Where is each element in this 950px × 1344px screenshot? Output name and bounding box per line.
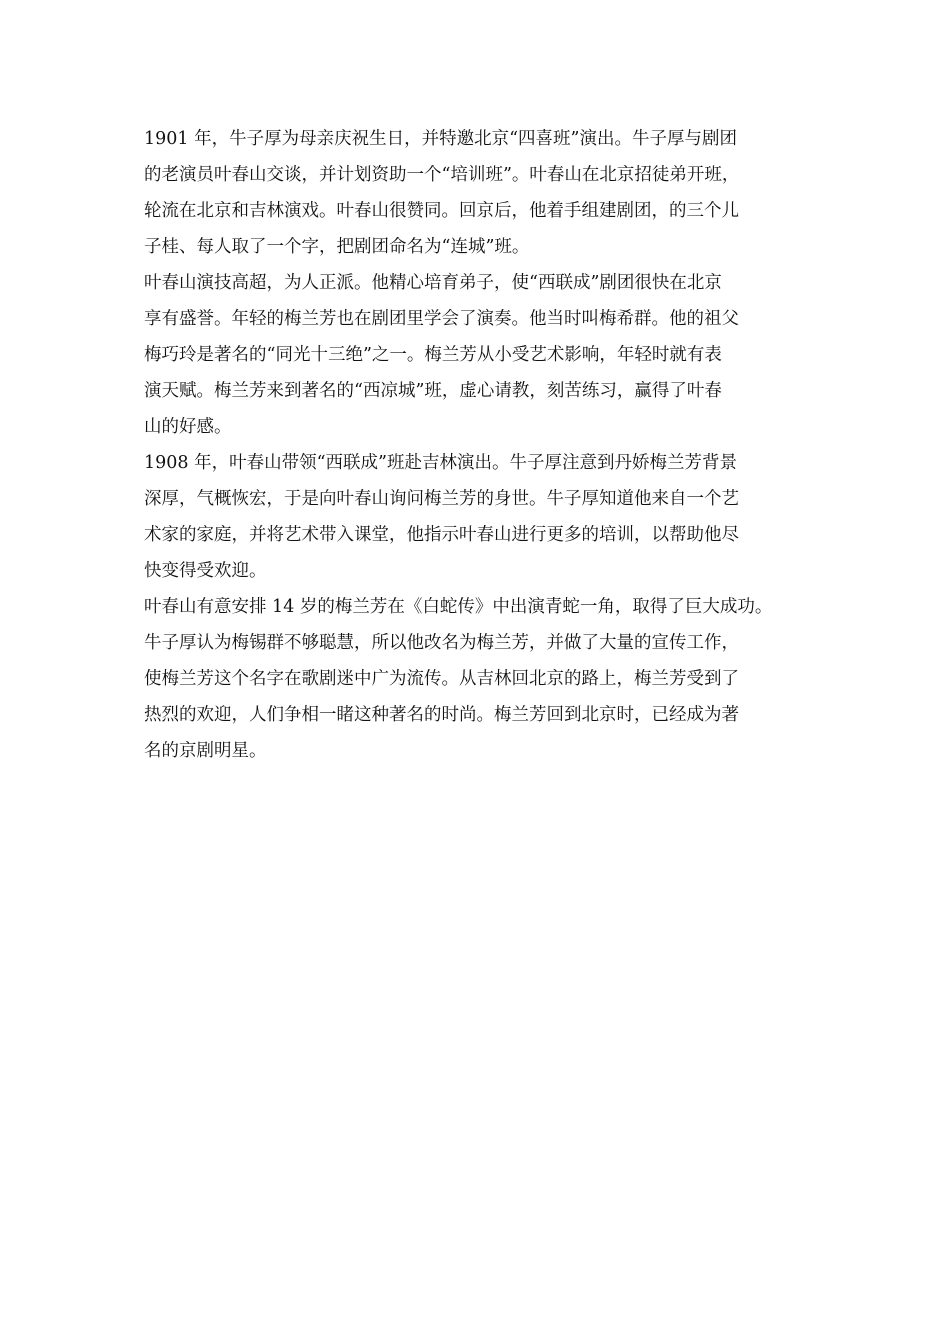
paragraph-1 bbox=[144, 121, 824, 265]
paragraph-4 bbox=[144, 589, 824, 769]
document-body bbox=[144, 121, 824, 769]
text-line: 牛子厚认为梅锡群不够聪慧，所以他改名为梅兰芳，并做了大量的宣传工作， bbox=[144, 633, 739, 653]
text-line: 叶春山有意安排 14 岁的梅兰芳在《白蛇传》中出演青蛇一角，取得了巨大成功。 bbox=[144, 597, 773, 617]
paragraph-2 bbox=[144, 265, 824, 445]
paragraph-3 bbox=[144, 445, 824, 589]
text-line: 快变得受欢迎。 bbox=[144, 561, 267, 581]
text-line: 子桂、每人取了一个字，把剧团命名为“连城”班。 bbox=[144, 237, 530, 257]
text-line: 的老演员叶春山交谈，并计划资助一个“培训班”。叶春山在北京招徒弟开班， bbox=[144, 165, 740, 185]
text-line: 享有盛誉。年轻的梅兰芳也在剧团里学会了演奏。他当时叫梅希群。他的祖父 bbox=[144, 309, 739, 329]
text-line: 梅巧玲是著名的“同光十三绝”之一。梅兰芳从小受艺术影响，年轻时就有表 bbox=[144, 345, 722, 365]
text-line: 使梅兰芳这个名字在歌剧迷中广为流传。从吉林回北京的路上，梅兰芳受到了 bbox=[144, 669, 739, 689]
text-line: 1908 年，叶春山带领“西联成”班赴吉林演出。牛子厚注意到丹娇梅兰芳背景 bbox=[144, 453, 737, 473]
text-line: 演天赋。梅兰芳来到著名的“西凉城”班，虚心请教，刻苦练习，赢得了叶春 bbox=[144, 381, 722, 401]
text-line: 1901 年，牛子厚为母亲庆祝生日，并特邀北京“四喜班”演出。牛子厚与剧团 bbox=[144, 129, 737, 149]
text-line: 热烈的欢迎，人们争相一睹这种著名的时尚。梅兰芳回到北京时，已经成为著 bbox=[144, 705, 739, 725]
text-line: 叶春山演技高超，为人正派。他精心培育弟子，使“西联成”剧团很快在北京 bbox=[144, 273, 722, 293]
text-line: 术家的家庭，并将艺术带入课堂，他指示叶春山进行更多的培训，以帮助他尽 bbox=[144, 525, 739, 545]
text-line: 山的好感。 bbox=[144, 417, 232, 437]
text-line: 名的京剧明星。 bbox=[144, 741, 267, 761]
text-line: 轮流在北京和吉林演戏。叶春山很赞同。回京后，他着手组建剧团，的三个儿 bbox=[144, 201, 739, 221]
text-line: 深厚，气概恢宏，于是向叶春山询问梅兰芳的身世。牛子厚知道他来自一个艺 bbox=[144, 489, 739, 509]
